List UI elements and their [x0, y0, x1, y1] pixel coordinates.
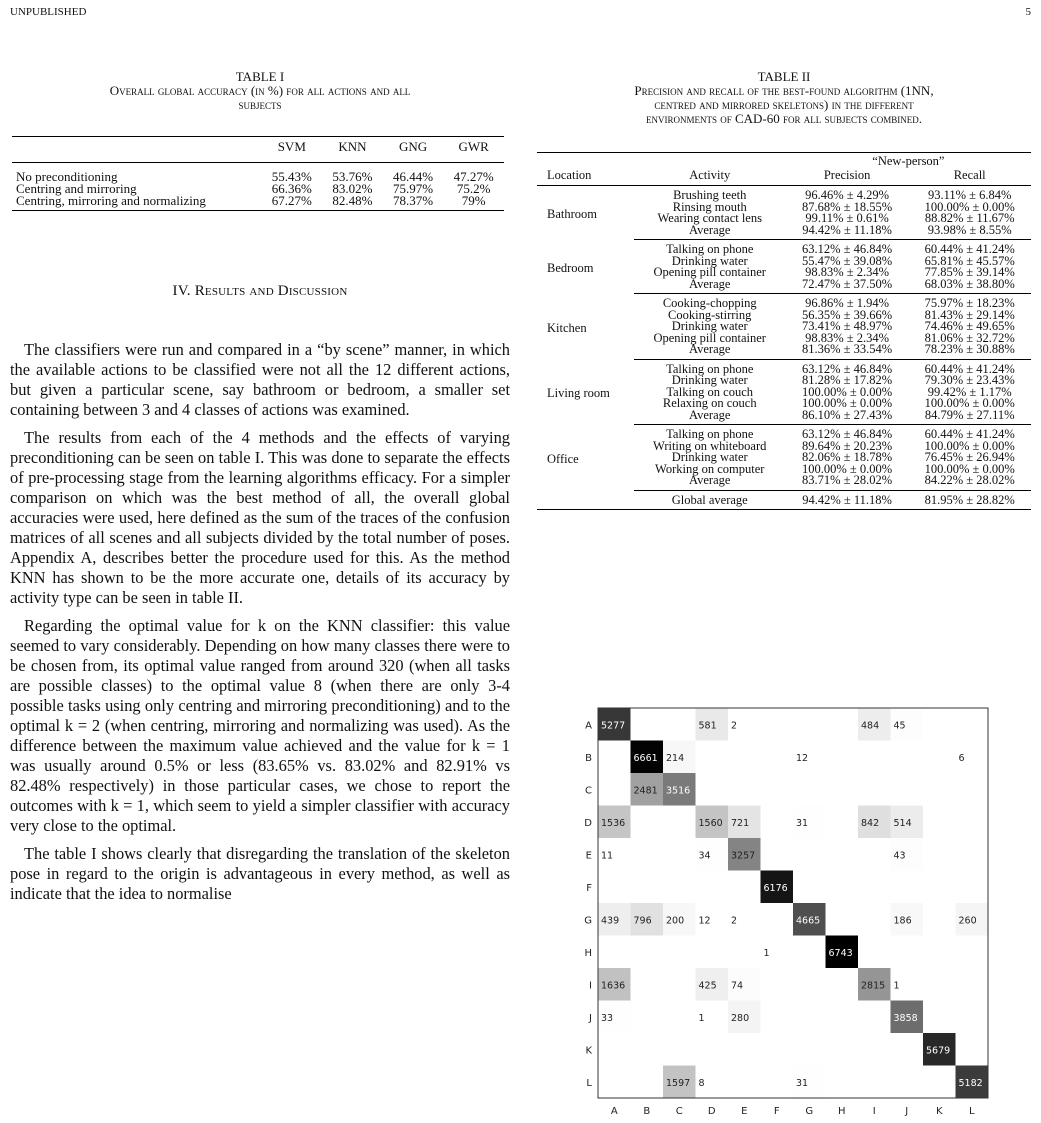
heatmap-value: 581: [698, 720, 717, 732]
table2-cell: 100.00% ± 0.00%: [802, 396, 893, 410]
table2-location: Bedroom: [547, 260, 594, 275]
table1-cell: 83.02%: [332, 181, 373, 196]
table2-cell: Cooking-chopping: [662, 296, 757, 310]
table2-cell: 78.23% ± 30.88%: [908, 344, 1031, 359]
table2-cell: 84.22% ± 28.02%: [908, 475, 1031, 490]
column-tick-label: G: [805, 1106, 814, 1117]
table2-cell: Brushing teeth: [673, 188, 747, 202]
table2-cell: Writing on whiteboard: [653, 438, 767, 453]
table2-cell: 73.41% ± 48.97%: [802, 319, 893, 333]
column-tick-label: C: [675, 1106, 683, 1117]
table2-cell: 55.47% ± 39.08%: [802, 253, 893, 268]
heatmap-value: 2481: [633, 785, 658, 797]
paragraph: The classifiers were run and compared in a “by scene” manner, in which the available actions to be classified were not all the 12 different actions, but given a particular scene, say bathroom or bedroom, a smaller set containing between 3 and 4 classes of actions was examined.: [10, 340, 510, 419]
table1-header-cell: GNG: [383, 137, 444, 163]
heatmap-value: 45: [893, 720, 906, 732]
table2-caption-line1: Precision and recall of the best-found algorithm (1NN,: [634, 83, 934, 98]
table2-cell: 93.98% ± 8.55%: [908, 225, 1031, 240]
table1-cell: 55.43%: [271, 169, 312, 184]
table2-cell: 72.47% ± 37.50%: [786, 279, 909, 294]
table2-global-recall: 81.95% ± 28.82%: [908, 490, 1031, 510]
page-number: 5: [1025, 6, 1031, 18]
table2-caption-line3: environments of CAD-60 for all subjects combined.: [645, 111, 923, 126]
table2-cell: 100.00% ± 0.00%: [924, 396, 1015, 410]
heatmap-value: 6176: [763, 882, 788, 894]
table2-cell: 79.30% ± 23.43%: [924, 373, 1015, 387]
table2-cell: 76.45% ± 26.94%: [924, 450, 1015, 464]
table2-cell: 60.44% ± 41.24%: [924, 242, 1015, 256]
row-tick-label: E: [585, 850, 592, 862]
table2-cell: Drinking water: [671, 373, 748, 387]
table2-cell: Cooking-stirring: [668, 307, 752, 322]
table1-caption: [10, 70, 510, 112]
table2-global-precision: 94.42% ± 11.18%: [786, 490, 909, 510]
table2-cell: 86.10% ± 27.43%: [786, 410, 909, 425]
table2-cell: 96.86% ± 1.94%: [805, 296, 890, 310]
table2-cell: Drinking water: [671, 450, 748, 464]
row-tick-label: F: [586, 882, 592, 894]
table2-cell: 87.68% ± 18.55%: [802, 199, 893, 214]
heatmap-value: 34: [698, 850, 711, 862]
row-tick-label: A: [585, 720, 592, 732]
body-text: [10, 340, 510, 904]
table1-cell: 78.37%: [383, 195, 444, 211]
table2-cell: Talking on phone: [666, 242, 754, 256]
table2-cell: 74.46% ± 49.65%: [924, 319, 1015, 333]
table2-cell: 63.12% ± 46.84%: [802, 361, 893, 376]
table2-location: Office: [547, 451, 579, 466]
table2-cell: 98.83% ± 2.34%: [805, 265, 890, 279]
row-tick-label: L: [586, 1077, 592, 1089]
table1-header-cell: GWR: [443, 137, 504, 163]
table2-cell: 98.83% ± 2.34%: [805, 330, 890, 345]
left-column: [10, 70, 510, 912]
heatmap-value: 796: [633, 915, 652, 927]
table2-cell: Working on computer: [655, 461, 765, 476]
table2-cell: 83.71% ± 28.02%: [786, 475, 909, 490]
heatmap-value: 200: [666, 915, 685, 927]
section-title: Results and Discussion: [194, 283, 348, 299]
heatmap-value: 280: [731, 1012, 750, 1024]
column-tick-label: A: [610, 1106, 618, 1117]
column-tick-label: K: [935, 1106, 943, 1117]
table2-cell: Average: [634, 279, 786, 294]
row-tick-label: B: [585, 752, 592, 764]
table2-cell: Talking on phone: [666, 427, 754, 441]
table2-cell: Drinking water: [671, 319, 748, 333]
table2-cell: Talking on couch: [666, 384, 754, 399]
paragraph: The table I shows clearly that disregarding the translation of the skeleton pose in regard to the origin is advantageous in every method, as well as indicate that the idea to normalise: [10, 844, 510, 903]
table2-cell: 94.42% ± 11.18%: [786, 225, 909, 240]
column-tick-label: J: [905, 1106, 909, 1117]
table2-label: TABLE II: [757, 69, 811, 84]
heatmap-value: 214: [666, 752, 685, 764]
heatmap-value: 3257: [731, 850, 756, 862]
heatmap-value: 425: [698, 980, 717, 992]
table1-label: TABLE I: [235, 69, 285, 84]
table2-cell: Opening pill container: [653, 330, 766, 345]
table1-cell: 67.27%: [261, 195, 322, 211]
heatmap-value: 2815: [861, 980, 886, 992]
table1-cell: 46.44%: [393, 169, 434, 184]
heatmap-value: 6661: [633, 752, 658, 764]
column-tick-label: D: [707, 1106, 716, 1117]
table2-cell: 99.42% ± 1.17%: [927, 384, 1012, 399]
table2-cell: 77.85% ± 39.14%: [924, 265, 1015, 279]
table1-cell: 75.2%: [456, 181, 491, 196]
heatmap-value: 31: [796, 1077, 809, 1089]
table2-cell: Average: [634, 475, 786, 490]
table1-header-cell: SVM: [261, 137, 322, 163]
confusion-matrix-svg: [580, 705, 1000, 1117]
table2-cell: 65.81% ± 45.57%: [924, 253, 1015, 268]
heatmap-value: 6: [958, 752, 965, 764]
heatmap-value: 1: [698, 1012, 705, 1024]
table2-cell: 84.79% ± 27.11%: [908, 410, 1031, 425]
table2-group-header: “New-person”: [786, 153, 1031, 168]
table2-cell: Rinsing mouth: [672, 199, 747, 214]
table2-header-cell: Precision: [786, 168, 909, 186]
table2-cell: 82.06% ± 18.78%: [802, 450, 893, 464]
table2-location: Kitchen: [547, 320, 587, 335]
table2-cell: Wearing contact lens: [657, 211, 762, 225]
heatmap-value: 484: [861, 720, 880, 732]
table1-row-name: No preconditioning: [16, 169, 118, 184]
heatmap-value: 1: [763, 947, 770, 959]
heatmap-value: 12: [698, 915, 711, 927]
column-tick-label: I: [872, 1106, 876, 1117]
heatmap-value: 11: [601, 850, 614, 862]
table2-cell: Average: [634, 410, 786, 425]
table2-header-cell: Activity: [634, 168, 786, 186]
table2-cell: 93.11% ± 6.84%: [927, 188, 1012, 202]
table2-cell: Talking on phone: [666, 361, 754, 376]
table2-cell: 56.35% ± 39.66%: [802, 307, 893, 322]
heatmap-value: 1: [893, 980, 900, 992]
table2-global-label: Global average: [634, 490, 786, 510]
row-tick-label: J: [589, 1012, 592, 1024]
table2-cell: 99.11% ± 0.61%: [805, 211, 889, 225]
running-header: UNPUBLISHED: [10, 6, 87, 18]
table2-cell: 100.00% ± 0.00%: [924, 199, 1015, 214]
heatmap-value: 1536: [601, 817, 626, 829]
heatmap-value: 260: [958, 915, 977, 927]
table1-cell: 75.97%: [393, 181, 434, 196]
table2-cell: 63.12% ± 46.84%: [802, 242, 893, 256]
section-number: IV.: [172, 283, 191, 299]
column-tick-label: B: [643, 1106, 651, 1117]
table2-cell: 100.00% ± 0.00%: [802, 384, 893, 399]
heatmap-value: 5277: [601, 720, 626, 732]
table2-cell: 100.00% ± 0.00%: [802, 461, 893, 476]
row-tick-label: D: [584, 817, 592, 829]
heatmap-value: 74: [731, 980, 744, 992]
table2-header-cell: Location: [537, 168, 634, 186]
column-tick-label: L: [968, 1106, 975, 1117]
heatmap-value: 33: [601, 1012, 614, 1024]
heatmap-value: 3858: [893, 1012, 918, 1024]
table2-cell: Average: [634, 225, 786, 240]
heatmap-value: 12: [796, 752, 809, 764]
table1: [12, 136, 504, 211]
table2-cell: 81.28% ± 17.82%: [802, 373, 893, 387]
table1-caption-line1: Overall global accuracy (in %) for all actions and all: [109, 83, 411, 98]
table2-cell: 96.46% ± 4.29%: [805, 188, 890, 202]
column-tick-label: H: [837, 1106, 846, 1117]
heatmap-value: 1560: [698, 817, 723, 829]
heatmap-value: 721: [731, 817, 750, 829]
table2-cell: Opening pill container: [653, 265, 766, 279]
confusion-matrix: [580, 705, 1000, 1117]
table2-location: Living room: [547, 386, 610, 400]
table2-location: Bathroom: [547, 207, 597, 221]
table2-cell: 88.82% ± 11.67%: [924, 211, 1015, 225]
table2-cell: Drinking water: [671, 253, 748, 268]
heatmap-value: 8: [698, 1077, 705, 1089]
heatmap-value: 5182: [958, 1077, 983, 1089]
table1-cell: 82.48%: [322, 195, 383, 211]
heatmap-value: 4665: [796, 915, 821, 927]
table2-cell: Relaxing on couch: [662, 396, 757, 410]
paragraph: The results from each of the 4 methods and the effects of varying preconditioning can be seen on table I. This was done to separate the effects of pre-processing stage from the learning algorithms efficacy. For a simpler comparison on which was the best method of all, the overall global accuracies were used, here defined as the sum of the traces of the confusion matrices of all scenes and all subjects divided by the total number of poses. Appendix A, describes better the procedure used for this. As the method KNN has shown to be the more accurate one, details of its accuracy by activity type can be seen in table II.: [10, 428, 510, 607]
table2-cell: 100.00% ± 0.00%: [924, 461, 1015, 476]
table2: [537, 152, 1031, 510]
section-heading: [10, 283, 510, 300]
table2-cell: 60.44% ± 41.24%: [924, 427, 1015, 441]
heatmap-value: 43: [893, 850, 906, 862]
table2-cell: 63.12% ± 46.84%: [802, 427, 893, 441]
row-tick-label: G: [584, 915, 592, 927]
table1-header-cell: [12, 137, 261, 163]
table1-cell: 79%: [443, 195, 504, 211]
heatmap-value: 2: [731, 720, 738, 732]
heatmap-value: 514: [893, 817, 912, 829]
heatmap-value: 3516: [666, 785, 691, 797]
table1-caption-line2: subjects: [238, 97, 282, 112]
heatmap-value: 2: [731, 915, 738, 927]
table2-header-cell: Recall: [908, 168, 1031, 186]
row-tick-label: I: [589, 980, 592, 992]
heatmap-value: 5679: [926, 1045, 951, 1057]
table2-cell: 89.64% ± 20.23%: [802, 438, 893, 453]
table-row: [12, 163, 504, 184]
heatmap-value: 1597: [666, 1077, 691, 1089]
right-column: [537, 70, 1031, 510]
table2-cell: Average: [634, 344, 786, 359]
table1-row-name: Centring and mirroring: [16, 181, 137, 196]
table2-caption-line2: centred and mirrored skeletons) in the different: [654, 97, 914, 112]
table-row: [537, 490, 1031, 510]
paragraph: Regarding the optimal value for k on the KNN classifier: this value seemed to vary considerably. Depending on how many classes there were to be chosen from, its optimal value ranged from around 320 (when all tasks are possible classes) to the optimal value 8 (when there are only 3-4 possible tasks using only centring and mirroring preconditioning) and to the optimal k = 2 (when centring, mirroring and normalizing was used). As the difference between the maximum value achieved and the value for k = 1 was usually around 0.5% or less (83.65% vs. 83.02% and 82.91% vs 82.48% respectively) in those particular cases, we chose to report the outcomes with k = 1, which seem to yield a simpler classifier with accuracy very close to the optimal.: [10, 616, 510, 835]
table1-header-cell: KNN: [322, 137, 383, 163]
table-row: [12, 195, 504, 211]
heatmap-value: 31: [796, 817, 809, 829]
heatmap-value: 1636: [601, 980, 626, 992]
table2-cell: 75.97% ± 18.23%: [924, 296, 1015, 310]
column-tick-label: F: [773, 1106, 780, 1117]
row-tick-label: H: [584, 947, 592, 959]
table2-cell: 68.03% ± 38.80%: [908, 279, 1031, 294]
table2-cell: 81.43% ± 29.14%: [924, 307, 1015, 322]
row-tick-label: K: [585, 1045, 592, 1057]
table2-caption: [537, 70, 1031, 126]
heatmap-value: 842: [861, 817, 880, 829]
row-tick-label: C: [585, 785, 592, 797]
table1-cell: 53.76%: [332, 169, 373, 184]
table1-cell: 66.36%: [271, 181, 312, 196]
table1-row-name: Centring, mirroring and normalizing: [12, 195, 261, 211]
heatmap-value: 186: [893, 915, 912, 927]
table2-cell: 100.00% ± 0.00%: [924, 438, 1015, 453]
heatmap-value: 6743: [828, 947, 853, 959]
column-tick-label: E: [741, 1106, 748, 1117]
table1-cell: 47.27%: [453, 169, 494, 184]
table2-cell: 60.44% ± 41.24%: [924, 361, 1015, 376]
heatmap-value: 439: [601, 915, 620, 927]
table2-cell: 81.06% ± 32.72%: [924, 330, 1015, 345]
table2-cell: 81.36% ± 33.54%: [786, 344, 909, 359]
